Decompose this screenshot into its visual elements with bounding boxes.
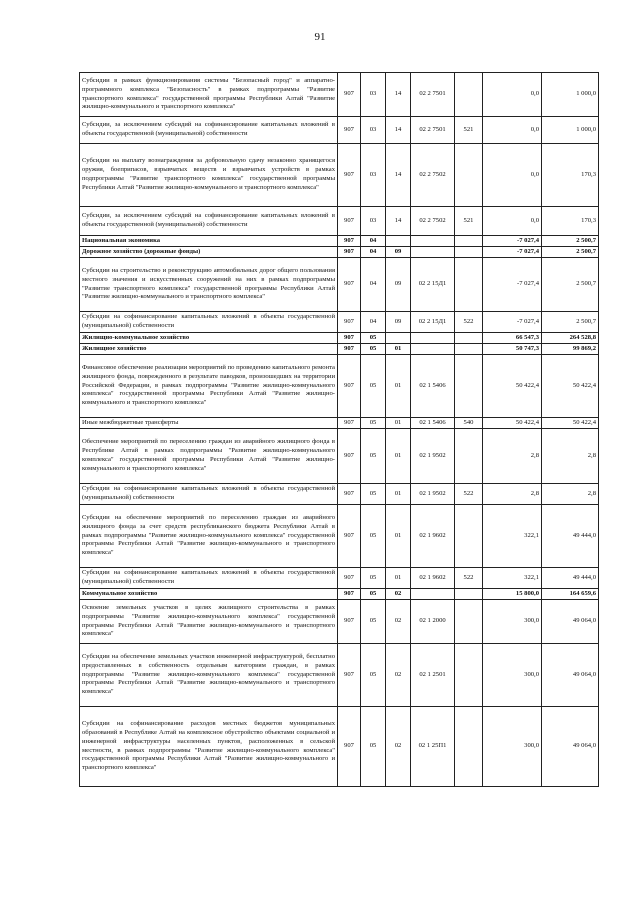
page-number: 91	[314, 31, 326, 43]
amount-change: 322,1	[483, 568, 542, 589]
subsection-code: 01	[386, 568, 411, 589]
amount-change: 50 422,4	[483, 355, 542, 418]
table-row	[80, 333, 599, 344]
department-code: 907	[338, 429, 361, 484]
section-code: 05	[361, 568, 386, 589]
amount-total: 50 422,4	[542, 418, 599, 429]
amount-total: 2,8	[542, 484, 599, 505]
subsection-code: 01	[386, 418, 411, 429]
expense-type-code: 521	[455, 207, 483, 236]
expense-type-code	[455, 505, 483, 568]
row-name: Субсидии на софинансирование капитальных вложений в объекты государственной (муниципальной) собственности	[80, 312, 338, 333]
expense-type-code: 522	[455, 484, 483, 505]
target-article-code: 02 1 9602	[411, 568, 455, 589]
section-code: 03	[361, 144, 386, 207]
target-article-code: 02 1 9502	[411, 429, 455, 484]
department-code: 907	[338, 144, 361, 207]
section-code: 05	[361, 707, 386, 787]
expense-type-code: 540	[455, 418, 483, 429]
target-article-code	[411, 333, 455, 344]
section-code: 03	[361, 207, 386, 236]
target-article-code: 02 2 7502	[411, 144, 455, 207]
table-row	[80, 600, 599, 644]
table-row	[80, 568, 599, 589]
amount-change: 2,8	[483, 484, 542, 505]
amount-total: 2 500,7	[542, 258, 599, 312]
section-code: 03	[361, 73, 386, 117]
target-article-code: 02 1 2000	[411, 600, 455, 644]
expense-type-code	[455, 73, 483, 117]
budget-table	[79, 72, 599, 787]
section-code: 03	[361, 117, 386, 144]
table-row	[80, 236, 599, 247]
amount-total: 170,3	[542, 144, 599, 207]
table-row	[80, 144, 599, 207]
amount-change: 322,1	[483, 505, 542, 568]
section-code: 05	[361, 644, 386, 707]
amount-change: -7 027,4	[483, 258, 542, 312]
table-row	[80, 644, 599, 707]
subsection-code: 01	[386, 484, 411, 505]
amount-total: 1 000,0	[542, 73, 599, 117]
target-article-code: 02 1 25П1	[411, 707, 455, 787]
expense-type-code: 522	[455, 312, 483, 333]
amount-total: 99 869,2	[542, 344, 599, 355]
section-code: 05	[361, 333, 386, 344]
row-name: Субсидии на обеспечение мероприятий по переселению граждан из аварийного жилищного фонда за счет средств республиканского бюджета Республики Алтай в рамках подпрограммы "Развитие жилищно-коммунального комплекса" государственной программы Республики Алтай "Развитие жилищно-коммунального и транспортного комплекса"	[80, 505, 338, 568]
subsection-code: 14	[386, 117, 411, 144]
target-article-code: 02 1 9502	[411, 484, 455, 505]
department-code: 907	[338, 418, 361, 429]
department-code: 907	[338, 589, 361, 600]
row-name: Субсидии на софинансирование капитальных вложений в объекты государственной (муниципальной) собственности	[80, 484, 338, 505]
target-article-code	[411, 236, 455, 247]
amount-total: 2 500,7	[542, 312, 599, 333]
department-code: 907	[338, 236, 361, 247]
section-code: 04	[361, 247, 386, 258]
table-row	[80, 344, 599, 355]
expense-type-code: 522	[455, 568, 483, 589]
section-code: 05	[361, 355, 386, 418]
section-code: 05	[361, 429, 386, 484]
amount-change: -7 027,4	[483, 312, 542, 333]
row-name: Субсидии на выплату вознаграждения за добровольную сдачу незаконно хранящегося оружия, боеприпасов, взрывчатых веществ и взрывчатых устройств в рамках подпрограммы "Развитие транспортного комплекса" государственной программы Республики Алтай "Развитие жилищно-коммунального и транспортного комплекса"	[80, 144, 338, 207]
department-code: 907	[338, 207, 361, 236]
amount-total: 49 444,0	[542, 505, 599, 568]
expense-type-code	[455, 600, 483, 644]
department-code: 907	[338, 568, 361, 589]
amount-total: 49 064,0	[542, 644, 599, 707]
expense-type-code	[455, 247, 483, 258]
amount-change: 50 747,3	[483, 344, 542, 355]
subsection-code: 02	[386, 707, 411, 787]
row-name: Коммунальное хозяйство	[80, 589, 338, 600]
row-name: Обеспечение мероприятий по переселению граждан из аварийного жилищного фонда в Республике Алтай в рамках подпрограммы "Развитие жилищно-коммунального комплекса" государственной программы Республики Алтай "Развитие жилищно-коммунального и транспортного комплекса"	[80, 429, 338, 484]
department-code: 907	[338, 644, 361, 707]
expense-type-code	[455, 589, 483, 600]
subsection-code: 02	[386, 644, 411, 707]
amount-total: 49 064,0	[542, 707, 599, 787]
amount-total: 2 500,7	[542, 236, 599, 247]
subsection-code: 01	[386, 505, 411, 568]
table-row	[80, 429, 599, 484]
target-article-code: 02 1 9602	[411, 505, 455, 568]
subsection-code: 02	[386, 589, 411, 600]
amount-change: 0,0	[483, 207, 542, 236]
subsection-code: 01	[386, 344, 411, 355]
row-name: Жилищно-коммунальное хозяйство	[80, 333, 338, 344]
subsection-code: 01	[386, 355, 411, 418]
subsection-code: 09	[386, 247, 411, 258]
row-name: Субсидии на обеспечение земельных участков инженерной инфраструктурой, бесплатно предоставленных в собственность отдельным категориям граждан, в рамках подпрограммы "Развитие жилищно-коммунального комплекса" государственной программы Республики Алтай "Развитие жилищно-коммунального и транспортного комплекса"	[80, 644, 338, 707]
amount-change: 2,8	[483, 429, 542, 484]
amount-total: 50 422,4	[542, 355, 599, 418]
row-name: Субсидии на строительство и реконструкцию автомобильных дорог общего пользования местного значения и искусственных сооружений на них в рамках подпрограммы "Развитие транспортного комплекса" государственной программы Республики Алтай "Развитие жилищно-коммунального и транспортного комплекса"	[80, 258, 338, 312]
row-name: Субсидии, за исключением субсидий на софинансирование капитальных вложений в объекты государственной (муниципальной) собственности	[80, 207, 338, 236]
department-code: 907	[338, 707, 361, 787]
expense-type-code	[455, 429, 483, 484]
amount-change: 66 547,3	[483, 333, 542, 344]
row-name: Субсидии на софинансирование капитальных вложений в объекты государственной (муниципальной) собственности	[80, 568, 338, 589]
department-code: 907	[338, 600, 361, 644]
target-article-code: 02 1 5406	[411, 355, 455, 418]
subsection-code: 01	[386, 429, 411, 484]
amount-change: 300,0	[483, 644, 542, 707]
department-code: 907	[338, 333, 361, 344]
row-name: Жилищное хозяйство	[80, 344, 338, 355]
department-code: 907	[338, 117, 361, 144]
subsection-code: 09	[386, 312, 411, 333]
department-code: 907	[338, 73, 361, 117]
section-code: 05	[361, 589, 386, 600]
table-row	[80, 707, 599, 787]
expense-type-code	[455, 236, 483, 247]
subsection-code	[386, 236, 411, 247]
row-name: Национальная экономика	[80, 236, 338, 247]
amount-total: 170,3	[542, 207, 599, 236]
section-code: 05	[361, 600, 386, 644]
expense-type-code	[455, 644, 483, 707]
section-code: 04	[361, 312, 386, 333]
section-code: 05	[361, 505, 386, 568]
expense-type-code	[455, 707, 483, 787]
department-code: 907	[338, 505, 361, 568]
target-article-code: 02 2 15Д1	[411, 258, 455, 312]
amount-total: 1 000,0	[542, 117, 599, 144]
amount-change: 300,0	[483, 600, 542, 644]
table-row	[80, 484, 599, 505]
row-name: Финансовое обеспечение реализации мероприятий по проведению капитального ремонта жилищного фонда, поврежденного в результате паводков, произошедших на территории Российской Федерации, в рамках подпрограммы "Развитие жилищно-коммунального комплекса" государственной программы Республики Алтай "Развитие жилищно-коммунального и транспортного комплекса"	[80, 355, 338, 418]
section-code: 05	[361, 484, 386, 505]
table-row	[80, 247, 599, 258]
subsection-code: 14	[386, 73, 411, 117]
expense-type-code: 521	[455, 117, 483, 144]
amount-change: 0,0	[483, 117, 542, 144]
subsection-code: 14	[386, 144, 411, 207]
subsection-code: 14	[386, 207, 411, 236]
table-row	[80, 589, 599, 600]
subsection-code: 02	[386, 600, 411, 644]
expense-type-code	[455, 144, 483, 207]
target-article-code: 02 2 7501	[411, 73, 455, 117]
amount-total: 49 444,0	[542, 568, 599, 589]
expense-type-code	[455, 355, 483, 418]
department-code: 907	[338, 355, 361, 418]
amount-change: 15 800,0	[483, 589, 542, 600]
amount-total: 264 528,8	[542, 333, 599, 344]
table-row	[80, 258, 599, 312]
department-code: 907	[338, 344, 361, 355]
target-article-code: 02 1 2501	[411, 644, 455, 707]
amount-total: 164 659,6	[542, 589, 599, 600]
row-name: Субсидии в рамках функционирования системы "Безопасный город" и аппаратно-программного комплекса "Безопасность" в рамках подпрограммы "Развитие транспортного комплекса" государственной программы Республики Алтай "Развитие жилищно-коммунального и транспортного комплекса"	[80, 73, 338, 117]
budget-table-body	[80, 73, 599, 787]
target-article-code: 02 2 7501	[411, 117, 455, 144]
amount-change: 50 422,4	[483, 418, 542, 429]
table-row	[80, 312, 599, 333]
expense-type-code	[455, 333, 483, 344]
department-code: 907	[338, 258, 361, 312]
amount-change: -7 027,4	[483, 236, 542, 247]
section-code: 05	[361, 418, 386, 429]
department-code: 907	[338, 484, 361, 505]
row-name: Дорожное хозяйство (дорожные фонды)	[80, 247, 338, 258]
table-row	[80, 505, 599, 568]
target-article-code: 02 1 5406	[411, 418, 455, 429]
amount-total: 49 064,0	[542, 600, 599, 644]
row-name: Субсидии, за исключением субсидий на софинансирование капитальных вложений в объекты государственной (муниципальной) собственности	[80, 117, 338, 144]
amount-change: 300,0	[483, 707, 542, 787]
amount-total: 2,8	[542, 429, 599, 484]
table-row	[80, 73, 599, 117]
amount-total: 2 500,7	[542, 247, 599, 258]
row-name: Субсидии на софинансирование расходов местных бюджетов муниципальных образований в Республике Алтай на комплексное обустройство объектами социальной и инженерной инфраструктуры населенных пунктов, расположенных в сельской местности, в рамках подпрограммы "Развитие жилищно-коммунального комплекса" государственной программы Республики Алтай "Развитие жилищно-коммунального и транспортного комплекса"	[80, 707, 338, 787]
target-article-code: 02 2 7502	[411, 207, 455, 236]
expense-type-code	[455, 258, 483, 312]
table-row	[80, 418, 599, 429]
table-row	[80, 207, 599, 236]
department-code: 907	[338, 247, 361, 258]
table-row	[80, 117, 599, 144]
amount-change: 0,0	[483, 144, 542, 207]
amount-change: -7 027,4	[483, 247, 542, 258]
table-row	[80, 355, 599, 418]
row-name: Освоение земельных участков в целях жилищного строительства в рамках подпрограммы "Развитие жилищно-коммунального комплекса" государственной программы Республики Алтай "Развитие жилищно-коммунального и транспортного комплекса"	[80, 600, 338, 644]
target-article-code	[411, 344, 455, 355]
row-name: Иные межбюджетные трансферты	[80, 418, 338, 429]
subsection-code: 09	[386, 258, 411, 312]
section-code: 04	[361, 236, 386, 247]
expense-type-code	[455, 344, 483, 355]
target-article-code	[411, 247, 455, 258]
department-code: 907	[338, 312, 361, 333]
amount-change: 0,0	[483, 73, 542, 117]
target-article-code	[411, 589, 455, 600]
section-code: 04	[361, 258, 386, 312]
section-code: 05	[361, 344, 386, 355]
subsection-code	[386, 333, 411, 344]
target-article-code: 02 2 15Д1	[411, 312, 455, 333]
